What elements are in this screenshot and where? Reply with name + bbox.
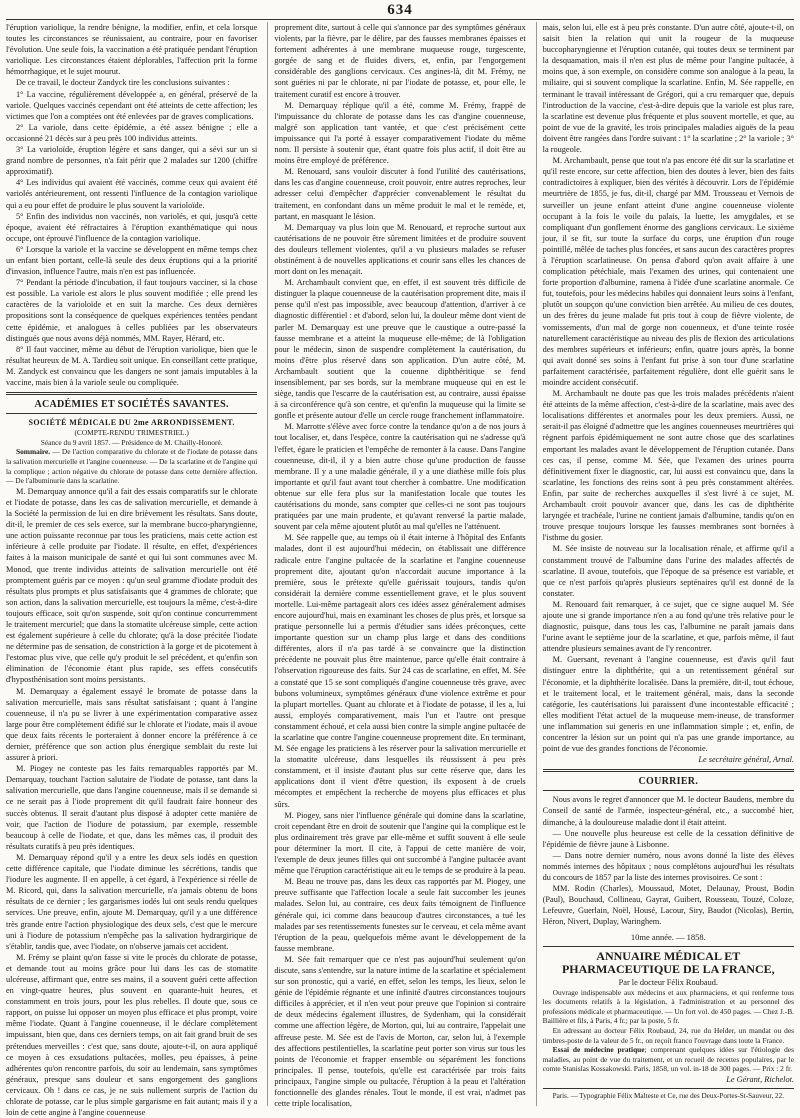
paragraph: 8° Il faut vacciner, même au début de l'éruption variolique, bien que le résultat heureux de M. A. Tardieu soit unique. En conseillant cette pratique, M. Zandyck est convaincu que les dangers ne sont jamais imputables à la vaccine, mais bien à la variole seule ou compliquée. [6, 344, 258, 387]
paragraph: M. Marrotte s'élève avec force contre la tendance qu'on a de nos jours à tout localiser, et, dans l'espèce, contre la cautérisation qui ne s'adresse qu'à l'effet, égare le praticien et l'empêche de remonter à la cause. Dans l'angine couenneuse, dit-il, il y a bien autre chose qu'une production de fausse membrane. Il y a une maladie générale, il y a une diathèse mille fois plus importante et qu'il faut avant tout chercher à combattre. Une modification obtenue sur elle fera plus sur la manifestation locale que toutes les cautérisations du monde, sans compter que celles-ci ne sont pas toujours pratiquées par une main prudente, et qu'avant renversé la partie malade, souvent par cela même ajoutent plutôt au mal qu'elles ne l'atténuent. [274, 422, 526, 532]
paragraph: 2° La variole, dans cette épidémie, a été assez bénigne ; elle a occasionné 21 décès sur à peu près 100 individus atteints. [6, 122, 258, 143]
paragraph: M. Guersant, revenant à l'angine couenneuse, est d'avis qu'il faut distinguer entre la diphthérite, qui a un retentissement général sur l'économie, et la diphthérite localisée. Dans la première, dit-il, tout échoue, et le traitement local, et le traitement général, mais, dans la seconde catégorie, les cautérisations lui paraissent d'une incontestable efficacité ; elles modifient l'état actuel de la muqueuse mem-ineuse, de transformer une inflammation sui generis en une inflammation simple ; et, enfin, de concentrer la lésion sur un point qui n'a pas une grande importance, au point de vue des grandes fonctions de l'économie. [542, 655, 794, 754]
paragraph: l'éruption variolique, la rendre bénigne, la modifier, enfin, et cela lorsque toutes les circonstances se réunissaient, au contraire, pour en favoriser l'évolution. Une seule fois, la vaccination a été pratiquée pendant l'éruption variolique. Les circonstances étaient déplorables, l'affection prit la forme hémorrhagique, et le sujet mourut. [6, 23, 258, 77]
paragraph: M. Renouard fait remarquer, à ce sujet, que ce signe auquel M. Sée ajoute une si grande importance n'en a au fond qu'une très relative pour le diagnostic, puisque, dans tous les cas, l'albumine ne paraît jamais dans l'urine avant le septième jour de la scarlatine, et que, parfois même, il faut attendre plusieurs semaines avant de l'y rencontrer. [542, 599, 794, 654]
paragraph: M. Archambault, pense que tout n'a pas encore été dit sur la scarlatine et qu'il reste encore, sur cette affection, bien des doutes à lever, bien des faits contradictoires à expliquer, bien des vérités à découvrir. Lors de l'épidémie meurtrière de 1855, je fus, dit-il, chargé par MM. Trousseau et Vernois de surveiller un jeune enfant atteint d'une angine couenneuse violente occupant à la fois le voile du palais, la luette, les amygdales, et se compliquant d'un gonflement énorme des ganglions cervicaux. Le sixième jour, il se fit, sur toute la surface du corps, une éruption d'un rouge pointillé, mêlée de taches plus foncées, et sans aucun des caractères propres à l'éruption scarlatineuse. On pensa d'abord qu'on avait affaire à une complication pétéchiale, mais l'examen des urines, qui contenaient une forte proportion d'albumine, ramena à l'idée d'une scarlatine anormale. Ce fut, toutefois, pour les médecins habiles qui donnaient leurs soins à l'enfant, plutôt un soupçon qu'une conviction bien arrêtée. Au milieu de ces doutes, un des frères du jeune malade fut pris tout à coup de fièvre violente, de vomissements, d'un mal de gorge non couenneux, et d'une teinte rosée naturellement caractéristique au niveau des plis de flexion des articulations des membres supérieurs et inférieurs; enfin, quatre jours après, la bonne qui avait donné ses soins à l'enfant fut prise à son tour d'une scarlatine parfaitement caractérisée, parfaitement régulière, dont elle guérit sans le moindre accident consécutif. [542, 156, 794, 387]
paragraph: 1° La vaccine, régulièrement développée a, en général, préservé de la variole. Quelques vaccinés cependant ont été atteints de cette affection; les victimes que l'on a comptées ont été enlevées par de graves complications. [6, 89, 258, 121]
paragraph: M. Demarquay réplique qu'il a été, comme M. Frémy, frappé de l'impuissance du chlorate de potasse dans les cas d'angine couenneuse, malgré son application tant vantée, et que c'est précisément cette impuissance qui l'a porté à essayer comparativement l'iodate du même nom. Il persiste à soutenir que, étant quatre fois plus actif, il doit être au moins être employé de préférence. [274, 100, 526, 166]
gerant-signature: Le Gérant, Richelot. [726, 1075, 794, 1085]
essai-text: ; comprenant quelques idées sur l'étiologie des maladies, au point de vue du traitement, et un recueil de recettes populaires, par le comte Stanislas Kossakowski. Paris, 1858, un vol. in-18 de 300 pages. — Prix : 2 fr. [542, 1045, 794, 1074]
paragraph: M. Piogey ne conteste pas les faits remarquables rapportés par M. Demarquay, touchant l'action salutaire de l'iodate de potasse, tant dans la salivation mercurielle, que dans l'angine couenneuse, mais il se demande si ce ne serait pas à l'iode proprement dit qu'il faudrait faire honneur des succès obtenus. Il serait d'autant plus disposé à adopter cette manière de voir, que l'action de l'iodure de potassium, par exemple, ressemble beaucoup à celle de l'iodate, et que, dans les mêmes cas, il produit des résultats curatifs à peu près identiques. [6, 764, 258, 851]
section-rule-thin [543, 790, 794, 791]
section-title: ACADÉMIES ET SOCIÉTÉS SAVANTES. [34, 399, 229, 411]
paragraph: M. Archambault ne doute pas que les trois malades précédents n'aient été atteints de la même affection, c'est-à-dire de la scarlatine, mais avec des localisations différentes et anormales pour les deux premiers. Aussi, ne serait-il pas éloigné d'admettre que les angines couenneuses meurtrières qui règnent parfois épidémiquement ne sont autre chose que des scarlatines emportant les malades avant le développement de l'éruption cutanée. Dans ces cas, il pense, comme M. Sée, que l'examen des urines pourra définitivement fixer le diagnostic, car, lui aussi est convaincu que, dans la scarlatine, les fonctions des reins sont à peu près constamment altérées. Enfin, par suite de recherches auxquelles il s'est livré à ce sujet, M. Archambault croit pouvoir avancer que, dans les cas de diphthérite laryngée et trachéale, l'urine ne contient jamais d'albumine, tandis qu'on en trouve presque toujours lorsque les fausses membranes sont bornées à l'isthme du gosier. [542, 389, 794, 543]
top-rule [6, 19, 794, 20]
paragraph: MM. Rodin (Charles), Moussaud, Motet, Delaunay, Proust, Bodin (Paul), Bouchaud, Collineau, Gayrat, Guibert, Rousseau, Touzé, Coloze, Lefeuvre, Guerlain, Noël, Housé, Lacour, Siry, Baudot (Nicolas), Bertin, Héron, Nivert, Duplay, Waringhem. [542, 884, 794, 927]
paragraph: proprement dite, surtout à celle qui s'annonce par des symptômes généraux violents, par la fièvre, par le délire, par des fausses membranes épaisses et fortement adhérentes à une membrane muqueuse rouge, turgescente, gorgée de sang et de fluides divers, et, enfin, par l'engorgement considérable des ganglions cervicaux. Ces angines-là, dit M. Frémy, ne sont guéries ni par le chlorate, ni par l'iodate de potasse, et, pour elle, le traitement curatif est encore à trouver. [274, 23, 526, 99]
paragraph: M. Frémy se plaint qu'on fasse si vite le procès du chlorate de potasse, et demande tout au moins grâce pour lui dans les cas de stomatite ulcéreuse, affirmant que, entre ses mains, il a souvent guéri cette affection en vingt-quatre heures, plus souvent en quarante-huit heures, et constamment en trois jours, pour les plus rebelles. Il doute que, sous ce rapport, on puisse lui opposer un moyen plus efficace et plus prompt, voire même l'iodate. Quant à l'angine couenneuse, il le déclare complètement impuissant, bien que, dans ces derniers temps, on ait fait grand bruit de ses prétendues merveilles : c'est que, sans doute, ajoute-t-il, on aura appliqué ce moyen à ces exsudations pultacées, molles, peu épaisses, à peine adhérentes qu'on rencontre parfois, du soir au lendemain, sans symptômes généraux, presque sans douleur et sans engorgement des ganglions cervicaux. Oh ! dans ce cas, je ne suis nullement surpris de l'action du chlorate de potasse, car le plus simple gargarisme en fait autant; mais il y a loin de cette angine à l'angine couenneuse [6, 952, 258, 1118]
section-rule [6, 392, 257, 395]
rule [543, 946, 794, 947]
paragraph: mais, selon lui, elle est à peu près constante. D'un autre côté, ajoute-t-il, on saisit bien la relation qui unit la rougeur de la muqueuse buccopharyngienne et l'éruption cutanée, qui toutes deux se terminent par la desquamation, mais il n'en est plus de même pour l'angine pultacée, à moins que, à son exemple, on considère comme son analogue à la peau, la miliaire, qui si souvent complique la scarlatine. Enfin, M. Sée rappelle, en terminant le travail intéressant de Grégori, qui a cru remarquer que, depuis l'introduction de la vaccine, c'est-à-dire depuis que la variole est plus rare, la scarlatine est devenue plus fréquente et plus souvent mortelle, et que, au point de vue de la gravité, les trois principales maladies aiguës de la peau doivent être rangées dans l'ordre suivant : 1° la scarlatine ; 2° la variole ; 3° la rougeole. [542, 23, 794, 155]
paragraph: M. Renouard, sans vouloir discuter à fond l'utilité des cautérisations, dans les cas d'angine couenneuse, croit pouvoir, entre autres reproches, leur adresser celui d'empêcher d'apprécier convenablement le résultat du traitement, en confondant dans un même produit le mal et le remède, et, partant, en masquant le lésion. [274, 167, 526, 221]
paragraph: De ce travail, le docteur Zandyck tire les conclusions suivantes : [16, 78, 230, 88]
essai-label: Essai de médecine pratique [552, 1045, 645, 1055]
paragraph: 6° Lorsque la variole et la vaccine se développent en même temps chez un enfant bien portant, celle-là seule des deux éruptions qui a la priorité d'invasion, influence l'autre, mais n'en est pas influencée. [6, 244, 258, 277]
paragraph: M. Sée fait remarquer que ce n'est pas aujourd'hui seulement qu'on discute, sans s'entendre, sur la nature intime de la scarlatine et spécialement sur son pronostic, qui a varié, en effet, selon les temps, les lieux, selon le génie de l'épidémie régnante et une infinité d'autres circonstances toujours difficiles à apprécier, et il n'en veut pour preuve que l'opinion si contraire de deux médecins également illustres, de Sydenham, qui la considérait comme une affection légère, de Morton, qui, lui au contraire, l'appelait une affreuse peste. M. Sée est de l'avis de Morton, car, selon lui, à l'exemple des affections pestilentielles, la scarlatine peut porter son virus sur tous les points de l'économie et frapper ensemble ou séparément les fonctions principales. Il pense, toutefois, qu'elle est caractérisée par trois faits principaux, l'angine simple ou pultacée, l'éruption à la peau et l'altération fonctionnelle des glandes rénales. Tout le monde, il est vrai, n'admet pas cette triple localisation, [274, 954, 526, 1109]
paragraph: — Une nouvelle plus heureuse est celle de la cessation définitive de l'épidémie de fièvre jaune à Lisbonne. [542, 828, 794, 849]
paragraph: M. Beau ne trouve pas, dans les deux cas rapportés par M. Piogey, une preuve suffisante que l'affection locale a seule fait succomber les jeunes malades. Selon lui, au contraire, ces deux faits témoignent de l'influence générale qui, ici comme dans beaucoup d'autres circonstances, a tué les malades par ses retentissements funestes sur le cerveau, et cela même avant l'éruption de la peau, quelquefois même avant le développement de la fausse membrane. [274, 877, 526, 953]
paragraph: M. Sée rappelle que, au temps où il était interne à l'hôpital des Enfants malades, dont il est aujourd'hui médecin, on établissait une différence radicale entre l'angine pultacée de la scarlatine et l'angine couenneuse proprement dite, ajoutant qu'on n'accordait aucune importance à la première, sous le prétexte qu'elle guérissait toujours, tandis qu'on considérait la dernière comme essentiellement grave, et le plus souvent mortelle. Lui-même partageait alors ces idées assez généralement admises encore aujourd'hui, mais en examinant les choses de plus près, et lorsque sa pratique personnelle lui a permis d'étudier sans idées préconçues, cette importante question sur un champ plus large et dans des conditions différentes, alors il n'a pas tardé à se convaincre que la distinction précédente ne pouvait plus être maintenue, parce qu'elle était contraire à l'observation rigoureuse des faits. Sur 24 cas de scarlatine, en effet, M. Sée a constaté que 15 se sont compliqués d'angine couenneuse très grave, avec bubons volumineux, symptômes généraux d'une violence extrême et pour la plupart mortelles. Quant au chlorate et à l'iodate de potasse, il les a, lui aussi, employés comparativement, mais l'un et l'autre ont presque constamment échoué, et cela aussi bien contre la simple angine pultacée de la scarlatine que contre l'angine couenneuse proprement dite. En terminant, M. Sée engage les praticiens à les réserver pour la salivation mercurielle et la stomatite ulcéreuse, dans lesquelles ils réussissent à peu près constamment, et il insiste d'autant plus sur cette réserve que, dans les applications dont il vient d'être question, ils exposent à de cruels mécomptes et empêchent la recherche de moyens plus efficaces et plus sûrs. [274, 533, 526, 809]
printer-line: Paris. — Typographie Félix Malteste et Ce, rue des Deux-Portes-St-Sauveur, 22. [543, 1088, 794, 1102]
paragraph: 7° Pendant la période d'incubation, il faut toujours vacciner, si la chose est possible. La variole est alors le plus souvent modifiée ; elle prend les caractères de la varioloïde et en suit la marche. Ces deux dernières propositions sont la conséquence de quelques expériences tentées pendant cette épidémie, et analogues à celles publiées par les observateurs distingués que nous avons déjà nommés, MM. Rayer, Hérard, etc. [6, 278, 258, 343]
annuaire-year: 10me année. — 1858. [630, 931, 706, 942]
compte-rendu-label: (COMPTE-RENDU TRIMESTRIEL.) [74, 428, 189, 438]
secretary-signature: Le secrétaire général, Arnal. [698, 755, 794, 765]
column-1 [6, 22, 258, 1118]
sommaire-label: Sommaire. [16, 447, 51, 457]
paragraph: 5° Enfin des individus non vaccinés, non variolés, et qui, jusqu'à cette époque, avaient été réfractaires à l'éruption exanthématique qui nous occupe, ont éprouvé l'influence de la contagion variolique. [6, 211, 258, 243]
annuaire-desc: Ouvrage indispensable aux médecins et aux pharmaciens, et qui renferme tous les documents relatifs à la législation, à l'administration et au personnel des professions médicale et pharmaceutique. — Un fort vol. de 450 pages. — Chez J.-B. Baillière et fils, à Paris, 4 fr.; par la poste, 5 fr. [542, 987, 794, 1026]
annuaire-order: En adressant au docteur Félix Roubaud, 24, rue du Helder, un mandat ou des timbres-poste de la valeur de 5 fr., on reçoit franco l'ouvrage dans toute la France. [542, 1026, 794, 1045]
essai-notice [543, 1045, 794, 1074]
paragraph: 4° Les individus qui avaient été vaccinés, comme ceux qui avaient été variolés antérieurement, ont ressenti l'influence de la contagion variolique qui a eu pour effet de produire le plus souvent la varioloïde. [6, 178, 258, 210]
sommaire [6, 447, 257, 485]
page-number: 634 [387, 2, 413, 18]
annuaire-author: Par le docteur Félix Roubaud. [618, 977, 718, 987]
column-2 [267, 22, 526, 1109]
paragraph: M. Demarquay va plus loin que M. Renouard, et reproche surtout aux cautérisations de ne pouvoir être sûrement limitées et de produire souvent des douleurs tellement violentes, qu'il a vu plusieurs malades se refuser obstinément à de nouvelles applications et courir sans elles les chances de mort dont on les menaçait. [274, 222, 526, 277]
seance-line: Séance du 9 avril 1857. — Présidence de M. Chailly-Honoré. [40, 437, 223, 447]
paragraph: M. Piogey, sans nier l'influence générale qui domine dans la scarlatine, croit cependant être en droit de soutenir que l'angine qui la complique est le plus ordinairement très grave par elle-même et suffit souvent à elle seule pour déterminer la mort. Il cite, à l'appui de cette manière de voir, l'exemple de deux jeunes filles qui ont succombé à l'angine pultacée avant même que l'éruption caractéristique ait eu le temps de se produire à la peau. [274, 810, 526, 876]
columns [6, 22, 794, 1118]
courrier-title: COURRIER. [638, 776, 699, 788]
column-3 [536, 22, 794, 1106]
paragraph: M. Sée insiste de nouveau sur la localisation rénale, et affirme qu'il a constamment trouvé de l'albumine dans l'urine des malades affectés de scarlatine. Il avoue, toutefois, que l'époque de sa présence est variable, et que ce n'est parfois qu'après plusieurs septénaires qu'il est donné de la constater. [542, 544, 794, 598]
paragraph: M. Archambault convient que, en effet, il est souvent très difficile de distinguer la plaque couenneuse de la cautérisation proprement dite, mais il pense qu'il n'est pas impossible, avec beaucoup d'attention, d'arriver à ce diagnostic différentiel : et d'abord, selon lui, la douleur même dont vient de parler M. Demarquay est une preuve que le caustique a outre-passé la fausse membrane et a atteint la muqueuse elle-même; de là l'obligation pour le médecin, sinon de suspendre complètement la cautérisation, du moins d'être plus réservé dans son application. D'un autre côté, M. Archambault soutient que la couenne diphthéritique se fend insensiblement, par ses bords, sur la membrane muqueuse qui en est le siège, tandis que l'escarre de la cautérisation est, au contraire, aussi épaisse à sa circonférence qu'à son centre, et qu'enfin la muqueuse qui la limite se gonfle et présente autour d'elle un cercle rouge franchement inflammatoire. [274, 278, 526, 421]
society-title: SOCIÉTÉ MÉDICALE DU 2me ARRONDISSEMENT. [28, 418, 235, 428]
paragraph: 3° La varioloïde, éruption légère et sans danger, qui a sévi sur un si grand nombre de personnes, n'a fait périr que 2 malades sur 1200 (chiffre approximatif). [6, 145, 258, 177]
paragraph: — Dans notre dernier numéro, nous avons donné la liste des élèves nommés internes des hôpitaux ; nous complétons aujourd'hui les résultats du concours de 1857 par la liste des internes provisoires. Ce sont : [542, 850, 794, 883]
paragraph: M. Demarquay a également essayé le bromate de potasse dans la salivation mercurielle, mais sans résultat satisfaisant ; quant à l'angine couenneuse, il n'a pu se livrer à une expérimentation comparative assez large pour être complètement édifié sur le chlorate et l'iodate, mais il avoue que deux faits récents le porteraient à donner encore la préférence à ce dernier, préférence que son action plus énergique semblait du reste lui assurer à priori. [6, 686, 258, 763]
section-rule-thin [6, 413, 257, 414]
section-rule [543, 769, 794, 772]
paragraph: Nous avons le regret d'annoncer que M. le docteur Baudens, membre du Conseil de santé de l'armée, inspecteur-général, etc., a succombé hier, dimanche, à la douloureuse maladie dont il était atteint. [542, 795, 794, 827]
paragraph: M. Demarquay répond qu'il y a entre les deux sels iodés en question cette différence capitale, que l'iodate diminue les sécrétions, tandis que l'iodure les augmente. Il en appelle, à cet égard, à l'expérience si réelle de M. Ricord, qui, dans la salivation mercurielle, n'a jamais obtenu de bons résultats de ce dernier ; les gargarismes iodés lui ont seuls rendu quelques services. Une preuve, enfin, ajoute M. Demarquay, qu'il y a une différence très grande entre l'action physiologique des deux sels, c'est que le mercure uni à l'iodure de potassium n'empêche pas la salivation hydrargirique de s'établir, tandis que, avec l'iodate, on n'observe jamais cet accident. [6, 852, 258, 951]
sommaire-text: — De l'action comparative du chlorate et de l'iodate de potasse dans la salivation mercurielle et l'angine couenneuse. — De la scarlatine et de l'angine qui la complique ; action négative du chlorate de potasse dans cette dernière affection. — De l'albuminurie dans la scarlatine. [6, 447, 258, 486]
paragraph: M. Demarquay annonce qu'il a fait des essais comparatifs sur le chlorate et l'iodate de potasse, dans les cas de salivation mercurielle, et demande à la Société la permission de lui en dire brièvement les résultats. Sans doute, dit-il, le premier de ces sels exerce, sur la membrane bucco-pharyngienne, une action puissante reconnue par tous les praticiens, mais cette action est inférieure à celle produite par l'iodate. Il résulte, en effet, d'expériences faites à la maison municipale de santé et qui lui sont communes avec M. Monod, que trente individus atteints de salivation mercurielle ont été promptement guéris par ce moyen : qu'un seul gramme d'iodate produit des résultats plus prompts et plus satisfaisants que 4 grammes de chlorate; que son action, dans la salivation mercurielle, est toujours la même, c'est-à-dire toujours efficace, soit qu'on suspende, soit qu'on continue concurremment le traitement mercuriel; que dans la stomatite ulcéreuse simple, cette action est également supérieure à celle du chlorate; qu'à la dose précitée l'iodate ne détermine pas de sensation, de constriction à la gorge et de picotement à l'estomac plus vive, que celle qu'y produit le sel précédent, et qu'enfin son élimination de l'économie étant plus rapide, ses effets consécutifs d'hyposthénisation sont moins persistants. [6, 486, 258, 685]
annuaire-title: ANNUAIRE MÉDICAL ET PHARMACEUTIQUE DE LA FRANCE, [561, 948, 775, 976]
